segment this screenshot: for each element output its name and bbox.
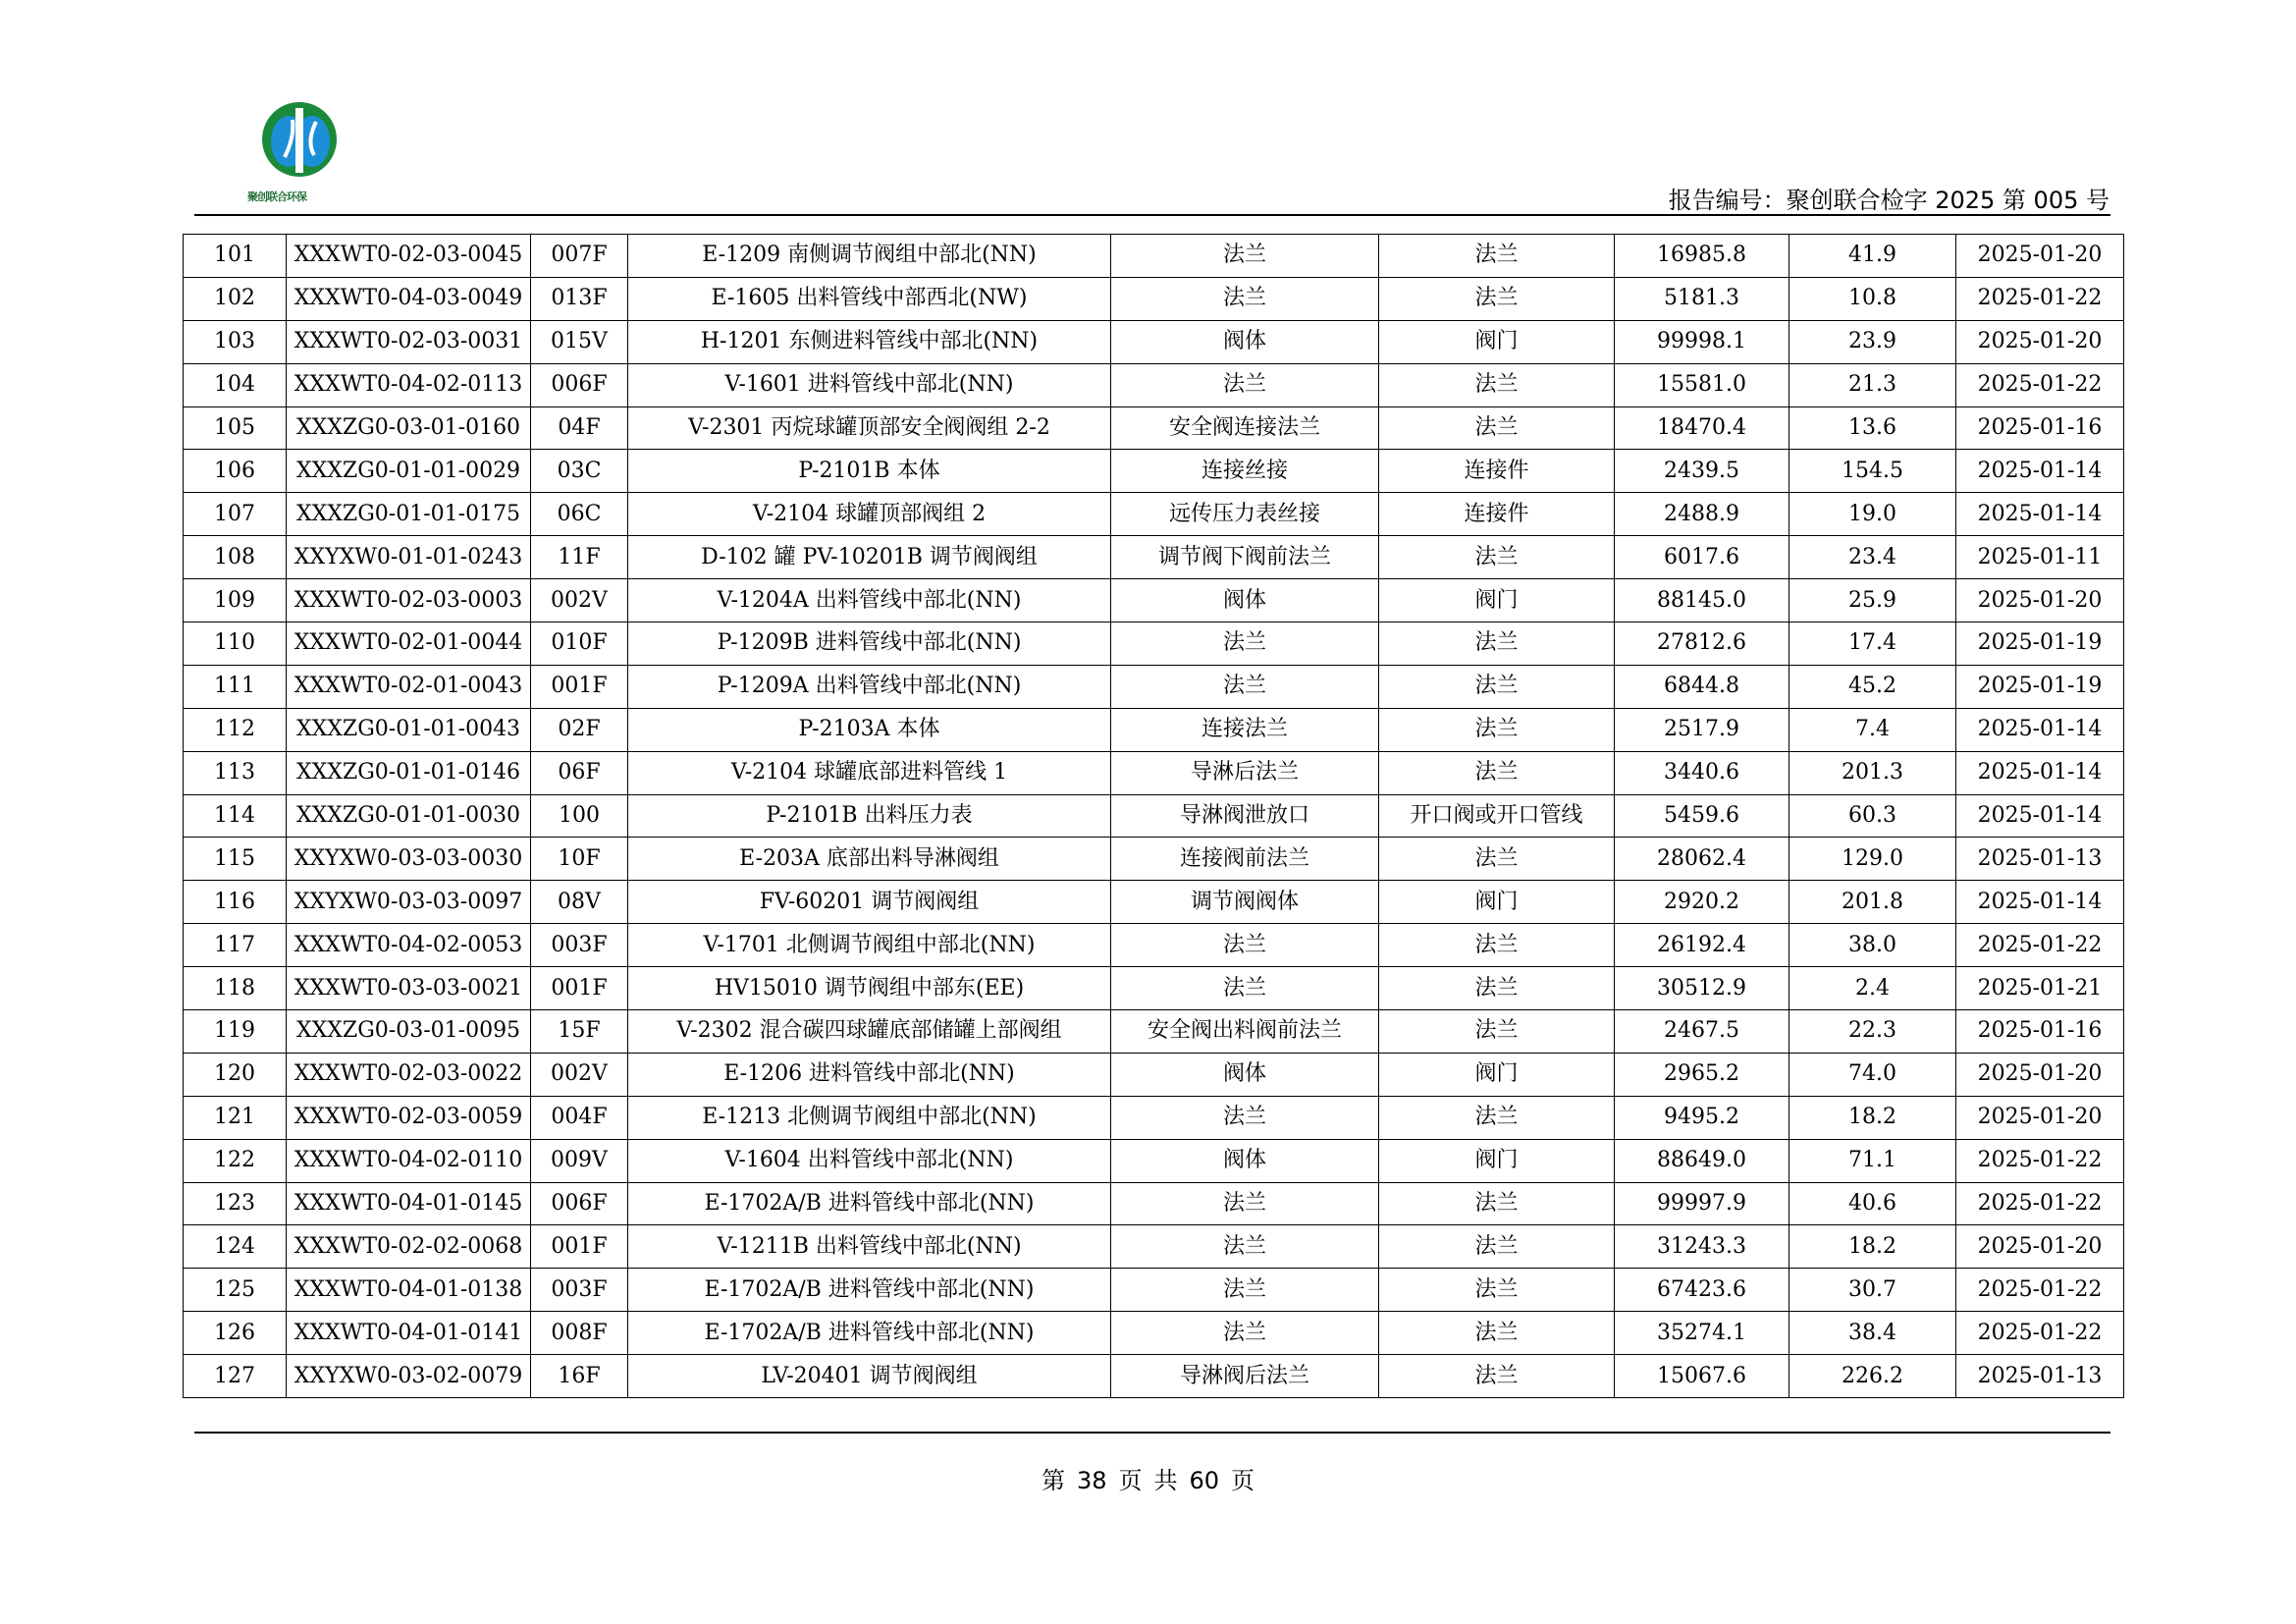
page-number: 38	[1076, 1467, 1107, 1494]
cell-point-code: XXXWT0-04-02-0110	[287, 1139, 531, 1182]
cell-value-2: 23.4	[1789, 536, 1956, 579]
cell-date: 2025-01-16	[1956, 1010, 2124, 1054]
cell-sub-code: 006F	[531, 1182, 628, 1225]
cell-category: 开口阀或开口管线	[1379, 794, 1615, 838]
cell-component: 法兰	[1111, 967, 1379, 1010]
cell-value-1: 31243.3	[1615, 1225, 1789, 1269]
cell-sub-code: 009V	[531, 1139, 628, 1182]
cell-value-1: 88145.0	[1615, 579, 1789, 623]
cell-row-index: 119	[184, 1010, 287, 1054]
cell-location: E-1209 南侧调节阀组中部北(NN)	[628, 235, 1111, 278]
cell-row-index: 108	[184, 536, 287, 579]
cell-category: 连接件	[1379, 450, 1615, 493]
cell-location: E-1702A/B 进料管线中部北(NN)	[628, 1182, 1111, 1225]
cell-date: 2025-01-21	[1956, 967, 2124, 1010]
cell-point-code: XXXWT0-02-01-0044	[287, 623, 531, 666]
cell-value-2: 18.2	[1789, 1225, 1956, 1269]
cell-date: 2025-01-22	[1956, 1182, 2124, 1225]
cell-date: 2025-01-22	[1956, 363, 2124, 406]
cell-location: P-2101B 出料压力表	[628, 794, 1111, 838]
cell-component: 阀体	[1111, 1053, 1379, 1096]
cell-date: 2025-01-20	[1956, 579, 2124, 623]
cell-sub-code: 10F	[531, 838, 628, 881]
cell-value-1: 3440.6	[1615, 751, 1789, 794]
table-row	[184, 665, 2124, 708]
cell-sub-code: 16F	[531, 1355, 628, 1398]
cell-location: P-2103A 本体	[628, 708, 1111, 751]
cell-date: 2025-01-13	[1956, 838, 2124, 881]
cell-point-code: XXXWT0-04-02-0053	[287, 924, 531, 967]
cell-sub-code: 001F	[531, 967, 628, 1010]
cell-location: FV-60201 调节阀阀组	[628, 881, 1111, 924]
cell-point-code: XXXWT0-04-03-0049	[287, 277, 531, 320]
cell-point-code: XXXZG0-01-01-0175	[287, 493, 531, 536]
table-row	[184, 406, 2124, 450]
cell-component: 远传压力表丝接	[1111, 493, 1379, 536]
table-row	[184, 1053, 2124, 1096]
cell-value-1: 88649.0	[1615, 1139, 1789, 1182]
cell-row-index: 101	[184, 235, 287, 278]
cell-date: 2025-01-14	[1956, 881, 2124, 924]
cell-component: 连接阀前法兰	[1111, 838, 1379, 881]
cell-category: 法兰	[1379, 1355, 1615, 1398]
table-row	[184, 1139, 2124, 1182]
cell-component: 法兰	[1111, 924, 1379, 967]
cell-value-2: 154.5	[1789, 450, 1956, 493]
cell-value-2: 23.9	[1789, 320, 1956, 363]
cell-point-code: XXXWT0-04-01-0138	[287, 1269, 531, 1312]
cell-sub-code: 15F	[531, 1010, 628, 1054]
cell-component: 法兰	[1111, 1182, 1379, 1225]
cell-sub-code: 06F	[531, 751, 628, 794]
cell-location: E-1213 北侧调节阀组中部北(NN)	[628, 1096, 1111, 1139]
cell-sub-code: 002V	[531, 1053, 628, 1096]
cell-location: V-2301 丙烷球罐顶部安全阀阀组 2-2	[628, 406, 1111, 450]
footer-gong: 共	[1153, 1467, 1178, 1494]
cell-row-index: 126	[184, 1312, 287, 1355]
cell-row-index: 112	[184, 708, 287, 751]
cell-component: 法兰	[1111, 623, 1379, 666]
table-row	[184, 1182, 2124, 1225]
cell-date: 2025-01-20	[1956, 1096, 2124, 1139]
cell-row-index: 124	[184, 1225, 287, 1269]
cell-date: 2025-01-22	[1956, 1269, 2124, 1312]
cell-component: 连接丝接	[1111, 450, 1379, 493]
cell-location: LV-20401 调节阀阀组	[628, 1355, 1111, 1398]
cell-sub-code: 007F	[531, 235, 628, 278]
table-row	[184, 1269, 2124, 1312]
cell-category: 法兰	[1379, 967, 1615, 1010]
cell-row-index: 109	[184, 579, 287, 623]
cell-category: 法兰	[1379, 708, 1615, 751]
cell-sub-code: 02F	[531, 708, 628, 751]
cell-category: 法兰	[1379, 1096, 1615, 1139]
cell-location: P-1209A 出料管线中部北(NN)	[628, 665, 1111, 708]
logo-text: 聚创联合环保	[247, 190, 306, 203]
table-row	[184, 320, 2124, 363]
cell-value-2: 21.3	[1789, 363, 1956, 406]
cell-value-2: 17.4	[1789, 623, 1956, 666]
cell-component: 法兰	[1111, 1225, 1379, 1269]
cell-date: 2025-01-22	[1956, 277, 2124, 320]
total-pages: 60	[1189, 1467, 1220, 1494]
cell-category: 阀门	[1379, 320, 1615, 363]
cell-component: 阀体	[1111, 579, 1379, 623]
cell-row-index: 117	[184, 924, 287, 967]
cell-value-2: 30.7	[1789, 1269, 1956, 1312]
table-body	[184, 235, 2124, 1398]
table-row	[184, 1312, 2124, 1355]
cell-value-2: 41.9	[1789, 235, 1956, 278]
cell-location: P-2101B 本体	[628, 450, 1111, 493]
cell-date: 2025-01-14	[1956, 450, 2124, 493]
cell-value-2: 22.3	[1789, 1010, 1956, 1054]
footer-ye-2: 页	[1231, 1467, 1255, 1494]
cell-sub-code: 006F	[531, 363, 628, 406]
cell-point-code: XXYXW0-03-03-0097	[287, 881, 531, 924]
table-row	[184, 363, 2124, 406]
table-row	[184, 277, 2124, 320]
cell-location: E-1702A/B 进料管线中部北(NN)	[628, 1312, 1111, 1355]
cell-sub-code: 03C	[531, 450, 628, 493]
cell-location: V-2302 混合碳四球罐底部储罐上部阀组	[628, 1010, 1111, 1054]
cell-date: 2025-01-14	[1956, 794, 2124, 838]
cell-location: V-1204A 出料管线中部北(NN)	[628, 579, 1111, 623]
cell-location: V-1211B 出料管线中部北(NN)	[628, 1225, 1111, 1269]
cell-value-1: 28062.4	[1615, 838, 1789, 881]
table-row	[184, 881, 2124, 924]
cell-category: 法兰	[1379, 363, 1615, 406]
cell-value-2: 10.8	[1789, 277, 1956, 320]
cell-date: 2025-01-14	[1956, 751, 2124, 794]
table-row	[184, 794, 2124, 838]
cell-component: 导淋阀泄放口	[1111, 794, 1379, 838]
cell-date: 2025-01-20	[1956, 1225, 2124, 1269]
cell-row-index: 113	[184, 751, 287, 794]
cell-row-index: 102	[184, 277, 287, 320]
cell-point-code: XXXWT0-04-02-0113	[287, 363, 531, 406]
cell-point-code: XXXWT0-02-01-0043	[287, 665, 531, 708]
cell-date: 2025-01-11	[1956, 536, 2124, 579]
cell-location: E-1206 进料管线中部北(NN)	[628, 1053, 1111, 1096]
cell-location: H-1201 东侧进料管线中部北(NN)	[628, 320, 1111, 363]
cell-sub-code: 003F	[531, 1269, 628, 1312]
cell-component: 连接法兰	[1111, 708, 1379, 751]
cell-point-code: XXXWT0-02-03-0031	[287, 320, 531, 363]
cell-value-1: 2488.9	[1615, 493, 1789, 536]
cell-date: 2025-01-22	[1956, 924, 2124, 967]
cell-location: HV15010 调节阀组中部东(EE)	[628, 967, 1111, 1010]
report-number: 报告编号：聚创联合检字 2025 第 005 号	[1668, 187, 2109, 214]
cell-value-1: 2920.2	[1615, 881, 1789, 924]
cell-value-1: 35274.1	[1615, 1312, 1789, 1355]
table-row	[184, 1010, 2124, 1054]
page-footer	[0, 1461, 2296, 1495]
header-rule	[194, 214, 2110, 216]
cell-date: 2025-01-20	[1956, 320, 2124, 363]
cell-row-index: 120	[184, 1053, 287, 1096]
cell-value-1: 5181.3	[1615, 277, 1789, 320]
cell-date: 2025-01-16	[1956, 406, 2124, 450]
cell-sub-code: 008F	[531, 1312, 628, 1355]
cell-value-2: 60.3	[1789, 794, 1956, 838]
table-row	[184, 579, 2124, 623]
cell-value-2: 201.3	[1789, 751, 1956, 794]
cell-row-index: 123	[184, 1182, 287, 1225]
cell-point-code: XXXWT0-02-03-0022	[287, 1053, 531, 1096]
cell-value-1: 99997.9	[1615, 1182, 1789, 1225]
cell-point-code: XXXWT0-04-01-0145	[287, 1182, 531, 1225]
cell-sub-code: 001F	[531, 665, 628, 708]
cell-point-code: XXXWT0-03-03-0021	[287, 967, 531, 1010]
footer-rule	[194, 1432, 2110, 1434]
cell-row-index: 125	[184, 1269, 287, 1312]
cell-component: 法兰	[1111, 235, 1379, 278]
cell-row-index: 106	[184, 450, 287, 493]
cell-row-index: 110	[184, 623, 287, 666]
cell-component: 法兰	[1111, 1312, 1379, 1355]
table-row	[184, 536, 2124, 579]
cell-value-2: 71.1	[1789, 1139, 1956, 1182]
cell-component: 调节阀下阀前法兰	[1111, 536, 1379, 579]
cell-date: 2025-01-20	[1956, 235, 2124, 278]
table-row	[184, 1225, 2124, 1269]
cell-category: 法兰	[1379, 751, 1615, 794]
cell-component: 法兰	[1111, 277, 1379, 320]
cell-row-index: 127	[184, 1355, 287, 1398]
cell-location: E-203A 底部出料导淋阀组	[628, 838, 1111, 881]
cell-value-2: 38.0	[1789, 924, 1956, 967]
cell-category: 法兰	[1379, 838, 1615, 881]
cell-value-2: 226.2	[1789, 1355, 1956, 1398]
cell-value-2: 2.4	[1789, 967, 1956, 1010]
cell-sub-code: 002V	[531, 579, 628, 623]
cell-point-code: XXYXW0-03-02-0079	[287, 1355, 531, 1398]
cell-location: P-1209B 进料管线中部北(NN)	[628, 623, 1111, 666]
cell-category: 法兰	[1379, 623, 1615, 666]
cell-component: 导淋后法兰	[1111, 751, 1379, 794]
cell-value-1: 6017.6	[1615, 536, 1789, 579]
cell-category: 法兰	[1379, 277, 1615, 320]
cell-category: 法兰	[1379, 924, 1615, 967]
cell-point-code: XXXZG0-03-01-0095	[287, 1010, 531, 1054]
table-row	[184, 1096, 2124, 1139]
cell-value-1: 30512.9	[1615, 967, 1789, 1010]
cell-value-1: 5459.6	[1615, 794, 1789, 838]
cell-date: 2025-01-19	[1956, 665, 2124, 708]
cell-sub-code: 04F	[531, 406, 628, 450]
cell-point-code: XXYXW0-01-01-0243	[287, 536, 531, 579]
cell-value-1: 15581.0	[1615, 363, 1789, 406]
cell-sub-code: 013F	[531, 277, 628, 320]
cell-category: 法兰	[1379, 406, 1615, 450]
table-row	[184, 623, 2124, 666]
cell-value-1: 99998.1	[1615, 320, 1789, 363]
table-row	[184, 924, 2124, 967]
table-row	[184, 493, 2124, 536]
cell-value-1: 16985.8	[1615, 235, 1789, 278]
cell-location: E-1702A/B 进料管线中部北(NN)	[628, 1269, 1111, 1312]
cell-sub-code: 11F	[531, 536, 628, 579]
cell-sub-code: 015V	[531, 320, 628, 363]
cell-component: 阀体	[1111, 1139, 1379, 1182]
cell-category: 法兰	[1379, 1182, 1615, 1225]
cell-category: 阀门	[1379, 881, 1615, 924]
cell-value-2: 7.4	[1789, 708, 1956, 751]
cell-value-1: 26192.4	[1615, 924, 1789, 967]
cell-date: 2025-01-20	[1956, 1053, 2124, 1096]
cell-point-code: XXXWT0-02-03-0045	[287, 235, 531, 278]
cell-location: E-1605 出料管线中部西北(NW)	[628, 277, 1111, 320]
cell-value-2: 45.2	[1789, 665, 1956, 708]
cell-category: 法兰	[1379, 1010, 1615, 1054]
cell-point-code: XXXZG0-01-01-0029	[287, 450, 531, 493]
cell-component: 法兰	[1111, 363, 1379, 406]
cell-value-1: 2467.5	[1615, 1010, 1789, 1054]
cell-category: 阀门	[1379, 1053, 1615, 1096]
cell-sub-code: 06C	[531, 493, 628, 536]
cell-value-1: 27812.6	[1615, 623, 1789, 666]
cell-point-code: XXXZG0-01-01-0043	[287, 708, 531, 751]
cell-value-1: 6844.8	[1615, 665, 1789, 708]
cell-location: V-2104 球罐顶部阀组 2	[628, 493, 1111, 536]
cell-point-code: XXYXW0-03-03-0030	[287, 838, 531, 881]
cell-row-index: 114	[184, 794, 287, 838]
cell-category: 连接件	[1379, 493, 1615, 536]
cell-sub-code: 003F	[531, 924, 628, 967]
cell-point-code: XXXWT0-02-02-0068	[287, 1225, 531, 1269]
cell-value-2: 19.0	[1789, 493, 1956, 536]
cell-location: V-2104 球罐底部进料管线 1	[628, 751, 1111, 794]
cell-value-2: 18.2	[1789, 1096, 1956, 1139]
cell-row-index: 115	[184, 838, 287, 881]
cell-point-code: XXXZG0-03-01-0160	[287, 406, 531, 450]
cell-row-index: 107	[184, 493, 287, 536]
cell-value-1: 18470.4	[1615, 406, 1789, 450]
cell-row-index: 122	[184, 1139, 287, 1182]
cell-category: 法兰	[1379, 1225, 1615, 1269]
cell-component: 导淋阀后法兰	[1111, 1355, 1379, 1398]
cell-sub-code: 001F	[531, 1225, 628, 1269]
cell-component: 安全阀出料阀前法兰	[1111, 1010, 1379, 1054]
cell-category: 法兰	[1379, 235, 1615, 278]
cell-value-2: 13.6	[1789, 406, 1956, 450]
cell-point-code: XXXZG0-01-01-0030	[287, 794, 531, 838]
cell-sub-code: 010F	[531, 623, 628, 666]
cell-value-2: 74.0	[1789, 1053, 1956, 1096]
cell-row-index: 118	[184, 967, 287, 1010]
cell-date: 2025-01-14	[1956, 708, 2124, 751]
cell-date: 2025-01-19	[1956, 623, 2124, 666]
table-row	[184, 235, 2124, 278]
cell-value-1: 9495.2	[1615, 1096, 1789, 1139]
cell-value-1: 67423.6	[1615, 1269, 1789, 1312]
inspection-table	[183, 234, 2124, 1398]
cell-value-2: 38.4	[1789, 1312, 1956, 1355]
cell-sub-code: 004F	[531, 1096, 628, 1139]
cell-category: 阀门	[1379, 579, 1615, 623]
cell-component: 安全阀连接法兰	[1111, 406, 1379, 450]
cell-value-2: 129.0	[1789, 838, 1956, 881]
table-row	[184, 1355, 2124, 1398]
cell-value-1: 15067.6	[1615, 1355, 1789, 1398]
cell-value-2: 40.6	[1789, 1182, 1956, 1225]
cell-point-code: XXXZG0-01-01-0146	[287, 751, 531, 794]
cell-category: 法兰	[1379, 665, 1615, 708]
table-row	[184, 450, 2124, 493]
cell-date: 2025-01-22	[1956, 1312, 2124, 1355]
cell-value-2: 201.8	[1789, 881, 1956, 924]
cell-row-index: 105	[184, 406, 287, 450]
cell-row-index: 104	[184, 363, 287, 406]
cell-value-2: 25.9	[1789, 579, 1956, 623]
cell-category: 法兰	[1379, 1269, 1615, 1312]
cell-location: V-1604 出料管线中部北(NN)	[628, 1139, 1111, 1182]
cell-sub-code: 08V	[531, 881, 628, 924]
cell-row-index: 111	[184, 665, 287, 708]
cell-location: V-1701 北侧调节阀组中部北(NN)	[628, 924, 1111, 967]
cell-row-index: 116	[184, 881, 287, 924]
cell-category: 法兰	[1379, 1312, 1615, 1355]
cell-component: 法兰	[1111, 1269, 1379, 1312]
footer-di: 第	[1041, 1467, 1065, 1494]
cell-row-index: 103	[184, 320, 287, 363]
cell-date: 2025-01-14	[1956, 493, 2124, 536]
table-row	[184, 838, 2124, 881]
cell-date: 2025-01-13	[1956, 1355, 2124, 1398]
cell-point-code: XXXWT0-02-03-0003	[287, 579, 531, 623]
cell-component: 调节阀阀体	[1111, 881, 1379, 924]
cell-category: 阀门	[1379, 1139, 1615, 1182]
cell-location: D-102 罐 PV-10201B 调节阀阀组	[628, 536, 1111, 579]
cell-point-code: XXXWT0-02-03-0059	[287, 1096, 531, 1139]
cell-row-index: 121	[184, 1096, 287, 1139]
cell-component: 法兰	[1111, 665, 1379, 708]
cell-value-1: 2439.5	[1615, 450, 1789, 493]
cell-date: 2025-01-22	[1956, 1139, 2124, 1182]
cell-sub-code: 100	[531, 794, 628, 838]
footer-ye: 页	[1118, 1467, 1143, 1494]
cell-category: 法兰	[1379, 536, 1615, 579]
cell-component: 阀体	[1111, 320, 1379, 363]
cell-location: V-1601 进料管线中部北(NN)	[628, 363, 1111, 406]
table-row	[184, 967, 2124, 1010]
table-row	[184, 708, 2124, 751]
cell-value-1: 2517.9	[1615, 708, 1789, 751]
table-row	[184, 751, 2124, 794]
cell-point-code: XXXWT0-04-01-0141	[287, 1312, 531, 1355]
cell-component: 法兰	[1111, 1096, 1379, 1139]
cell-value-1: 2965.2	[1615, 1053, 1789, 1096]
